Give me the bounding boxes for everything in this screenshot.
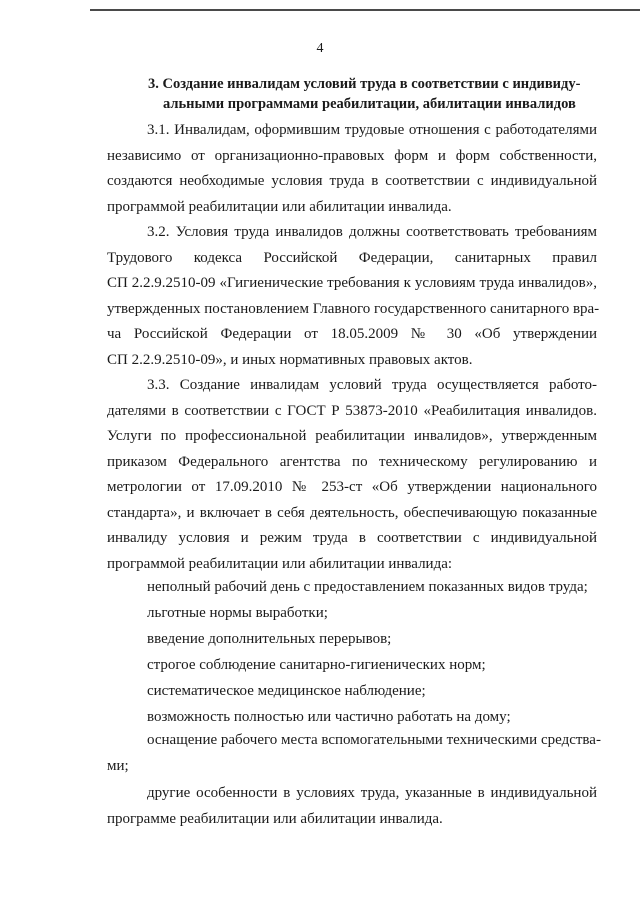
list-item: введение дополнительных перерывов;: [147, 631, 392, 647]
paragraph-line: Трудового кодекса Российской Федерации, санитарных правил: [107, 249, 597, 266]
list-item-line: ми;: [107, 757, 129, 774]
list-item: систематическое медицинское наблюдение;: [147, 683, 426, 699]
paragraph-line: независимо от организационно-правовых форм и форм собственности,: [107, 147, 597, 164]
section-heading-line-1: 3. Создание инвалидам условий труда в соответствии с индивиду-: [148, 76, 581, 92]
paragraph-line: утвержденных постановлением Главного государственного санитарного вра-: [107, 300, 600, 317]
section-heading: [148, 74, 608, 114]
paragraph-line: стандарта», и включает в себя деятельность, обеспечивающую показанные: [107, 504, 597, 521]
paragraph-line: создаются необходимые условия труда в соответствии с индивидуальной: [107, 173, 597, 189]
list-item-line: программе реабилитации или абилитации инвалида.: [107, 810, 443, 827]
list-item-line: оснащение рабочего места вспомогательными техническими средства-: [147, 732, 601, 748]
paragraph-line: приказом Федерального агентства по техническому регулированию и: [107, 453, 597, 470]
paragraph-line: метрологии от 17.09.2010 № 253-ст «Об утверждении национального: [107, 479, 597, 495]
paragraph-3-2: [107, 220, 600, 373]
paragraph-line: дателями в соответствии с ГОСТ Р 53873-2010 «Реабилитация инвалидов.: [107, 402, 597, 419]
paragraph-3-1: [107, 118, 597, 220]
list-item: неполный рабочий день с предоставлением показанных видов труда;: [147, 579, 588, 595]
paragraph-line: Услуги по профессиональной реабилитации инвалидов», утвержденным: [107, 428, 597, 444]
list-item: строгое соблюдение санитарно-гигиенических норм;: [147, 657, 486, 673]
list-item: льготные нормы выработки;: [147, 605, 328, 621]
page-number: 4: [316, 41, 324, 56]
paragraph-line: СП 2.2.9.2510-09 «Гигиенические требования к условиям труда инвалидов»,: [107, 275, 597, 291]
list-item: возможность полностью или частично работать на дому;: [147, 709, 511, 725]
list-item-equipment: [107, 728, 601, 779]
section-heading-line-2: альными программами реабилитации, абилитации инвалидов: [163, 96, 576, 112]
paragraph-line: 3.2. Условия труда инвалидов должны соответствовать требованиям: [147, 224, 597, 240]
paragraph-line: 3.3. Создание инвалидам условий труда осуществляется работо-: [147, 377, 597, 393]
paragraph-line: программой реабилитации или абилитации инвалида:: [107, 555, 453, 572]
paragraph-line: ча Российской Федерации от 18.05.2009 № 30 «Об утверждении: [107, 326, 597, 342]
paragraph-3-3: [107, 373, 597, 577]
paragraph-line: СП 2.2.9.2510-09», и иных нормативных правовых актов.: [107, 351, 473, 368]
list-item-other: [107, 781, 597, 832]
list-item-line: другие особенности в условиях труда, указанные в индивидуальной: [147, 785, 597, 801]
paragraph-line: 3.1. Инвалидам, оформившим трудовые отношения с работодателями: [147, 122, 597, 138]
scan-edge-line: [90, 9, 640, 11]
paragraph-line: программой реабилитации или абилитации инвалида.: [107, 198, 452, 215]
paragraph-line: инвалиду условия и режим труда в соответствии с индивидуальной: [107, 530, 597, 546]
